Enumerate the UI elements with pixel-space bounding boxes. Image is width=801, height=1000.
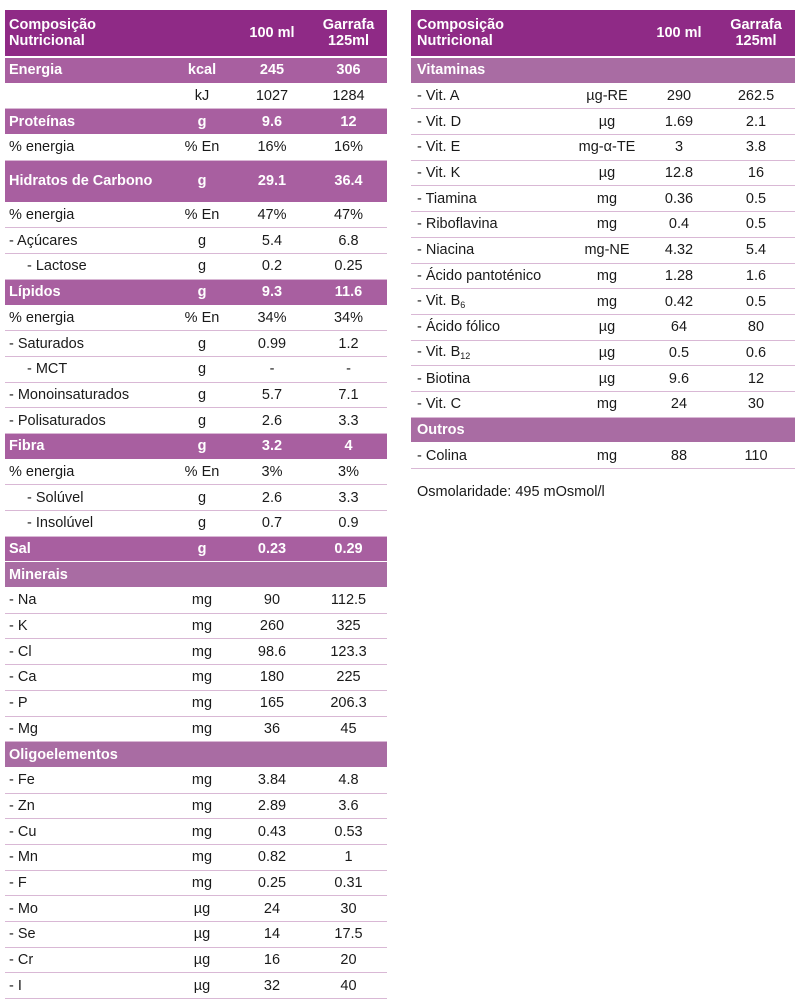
table-row [5,511,387,537]
value-bottle: 110 [744,447,768,464]
nutrient-name: % energia [9,207,75,224]
unit-cell: % En [184,139,220,156]
table-row [5,691,387,717]
value-100ml: 290 [666,88,692,105]
value-100ml: 0.7 [261,515,283,532]
table-row [5,109,387,135]
value-bottle: 11.6 [334,284,363,301]
value-100ml: 0.2 [261,258,283,275]
nutrient-name: - Saturados [9,335,84,352]
value-bottle: 3% [338,463,359,480]
table-row [5,639,387,665]
unit-cell: g [197,113,207,130]
unit-cell: mg [191,772,213,789]
nutrient-name: Minerais [9,566,68,583]
table-row [5,896,387,922]
nutrient-name: - Niacina [417,242,475,259]
value-100ml: 12.8 [664,165,694,182]
table-row [5,485,387,511]
value-bottle: 112.5 [330,592,367,609]
nutrient-name: Sal [9,541,31,558]
value-bottle: 0.25 [334,258,363,275]
unit-cell: g [197,412,207,429]
table-row [5,58,387,84]
unit-cell: mg [191,618,213,635]
value-100ml: - [269,361,275,378]
unit-cell: mg [191,695,213,712]
unit-cell: mg [596,216,618,233]
value-bottle: 206.3 [330,695,367,712]
unit-cell: mg [191,849,213,866]
table-row [5,717,387,743]
nutrient-name: - Vit. $B_{12}$ [417,344,471,362]
value-bottle: 47% [333,207,364,224]
value-bottle: 36.4 [334,173,363,190]
value-100ml: 1.28 [664,267,694,284]
value-100ml: 29.1 [257,173,287,190]
value-100ml: 245 [259,62,285,79]
unit-cell: mg [596,293,618,310]
table-row [411,109,795,135]
nutrient-name: - Vit. C [417,396,462,413]
value-bottle: 45 [340,720,357,737]
table-row [5,161,387,203]
nutrient-name: Hidratos de Carbono [9,173,153,190]
unit-cell: g [197,541,207,558]
value-bottle: 0.31 [334,874,363,891]
unit-cell: kJ [194,88,210,105]
value-100ml: 5.4 [261,232,283,249]
unit-cell: mg-α-TE [578,139,636,156]
nutrient-name: - Ca [9,669,37,686]
value-bottle: 16% [333,139,364,156]
nutrient-name: - Colina [417,447,467,464]
table-row [5,135,387,161]
table-row [5,845,387,871]
unit-cell: µg [598,113,616,130]
value-100ml: 0.99 [257,335,287,352]
nutrient-name: - Mn [9,849,38,866]
value-bottle: 3.3 [338,412,359,429]
unit-cell: mg [191,720,213,737]
nutrient-name: Proteínas [9,113,76,130]
table-row [411,212,795,238]
value-100ml: 2.89 [257,797,287,814]
unit-cell: mg [191,643,213,660]
value-bottle: 0.5 [745,293,767,310]
value-bottle: 30 [747,396,765,413]
value-bottle: 225 [336,669,361,686]
value-100ml: 180 [259,669,285,686]
value-100ml: 3.2 [261,438,283,455]
header-bottle: Garrafa 125ml [730,17,782,49]
unit-cell: µg-RE [586,88,628,105]
value-100ml: 1027 [255,88,289,105]
nutrient-name: Vitaminas [417,62,486,79]
table-row [5,871,387,897]
value-bottle: 2.1 [745,113,767,130]
value-bottle: 7.1 [338,386,359,403]
nutrient-name: Outros [417,421,465,438]
value-100ml: 47% [257,207,287,224]
value-100ml: 24 [670,396,688,413]
table-row [5,383,387,409]
table-row [5,922,387,948]
table-row [5,948,387,974]
table-row [5,819,387,845]
table-row [411,84,795,110]
unit-cell: g [197,386,207,403]
value-100ml: 0.42 [664,293,694,310]
unit-cell: mg [596,190,618,207]
table-row [411,161,795,187]
unit-cell: g [197,284,207,301]
table-row [5,84,387,110]
value-bottle: 262.5 [737,88,775,105]
unit-cell: g [197,515,207,532]
value-bottle: 0.5 [745,190,767,207]
value-bottle: 0.5 [745,216,767,233]
unit-cell: mg [191,874,213,891]
value-100ml: 0.25 [257,874,287,891]
table-row [5,228,387,254]
unit-cell: µg [598,319,616,336]
value-bottle: 16 [747,165,765,182]
table-row [5,768,387,794]
value-bottle: 12 [747,370,765,387]
value-bottle: 0.6 [745,344,767,361]
value-100ml: 32 [263,977,281,994]
table-body [411,58,795,469]
value-bottle: 1.2 [338,335,359,352]
header-100ml: 100 ml [656,25,702,41]
subscript: 12 [460,351,471,362]
nutrient-name: - Ácido pantoténico [417,267,542,284]
nutrition-table-left [5,10,387,999]
value-bottle: 1 [344,849,353,866]
header-bottle: Garrafa 125ml [322,17,375,49]
value-bottle: 0.9 [338,515,359,532]
header-100ml: 100 ml [249,25,295,41]
nutrient-name: - Insolúvel [27,515,94,532]
unit-cell: mg [191,592,213,609]
nutrient-name: - Biotina [417,370,471,387]
section-header-row [5,562,387,588]
unit-cell: µg [598,370,616,387]
table-row [5,254,387,280]
nutrient-name: - Vit. K [417,165,461,182]
value-100ml: 1.69 [664,113,694,130]
nutrient-name: Energia [9,62,63,79]
nutrient-name: - Tiamina [417,190,477,207]
header-title: Composição Nutricional [417,17,505,49]
table-row [5,537,387,563]
value-100ml: 260 [259,618,285,635]
value-100ml: 9.6 [668,370,690,387]
value-100ml: 0.36 [664,190,694,207]
unit-cell: g [197,361,207,378]
unit-cell: g [197,489,207,506]
nutrient-name: Lípidos [9,284,61,301]
unit-cell: µg [193,977,211,994]
unit-cell: mg-NE [584,242,630,259]
nutrient-name: - Vit. D [417,113,462,130]
value-bottle: 5.4 [745,242,767,259]
nutrient-name: - Monoinsaturados [9,386,130,403]
table-row [5,408,387,434]
value-bottle: 30 [340,900,357,917]
nutrient-name: - Na [9,592,37,609]
nutrient-name: % energia [9,309,75,326]
section-header-row [411,418,795,444]
value-100ml: 98.6 [257,643,287,660]
table-row [5,434,387,460]
table-row [411,366,795,392]
value-bottle: 1284 [332,88,365,105]
nutrient-name: - F [9,874,27,891]
unit-cell: % En [184,463,220,480]
subscript: 6 [460,300,466,311]
header-title: Composição Nutricional [9,17,97,49]
value-100ml: 2.6 [261,489,283,506]
unit-cell: mg [596,396,618,413]
unit-cell: % En [184,207,220,224]
nutrient-name: - Cr [9,952,34,969]
value-bottle: 0.53 [334,823,363,840]
nutrient-name: - I [9,977,22,994]
value-100ml: 88 [670,447,688,464]
value-bottle: 12 [340,113,357,130]
value-bottle: 80 [747,319,765,336]
value-bottle: 1.6 [745,267,767,284]
nutrient-name: - Se [9,926,36,943]
unit-cell: µg [598,165,616,182]
table-body [5,58,387,999]
nutrient-name: - Vit. $B_6$ [417,293,466,311]
nutrient-name: - Açúcares [9,232,78,249]
value-bottle: 20 [340,952,357,969]
value-100ml: 165 [259,695,285,712]
value-bottle: 3.6 [338,797,359,814]
value-100ml: 5.7 [261,386,283,403]
value-100ml: 2.6 [261,412,283,429]
value-100ml: 3% [261,463,283,480]
unit-cell: mg [596,267,618,284]
value-100ml: 16 [263,952,281,969]
table-row [5,614,387,640]
value-100ml: 0.82 [257,849,287,866]
unit-cell: µg [193,900,211,917]
value-bottle: 0.29 [334,541,363,558]
nutrient-name: - Vit. E [417,139,461,156]
value-100ml: 9.3 [261,284,283,301]
value-bottle: 325 [336,618,361,635]
value-bottle: 6.8 [338,232,359,249]
table-row [5,973,387,999]
table-row [411,289,795,315]
unit-cell: mg [191,669,213,686]
value-100ml: 3.84 [257,772,287,789]
nutrient-name: - MCT [27,361,68,378]
value-bottle: 3.3 [338,489,359,506]
unit-cell: g [197,438,207,455]
value-100ml: 90 [263,592,281,609]
table-row [411,238,795,264]
value-100ml: 34% [257,309,287,326]
value-bottle: 17.5 [334,926,363,943]
value-bottle: 3.8 [745,139,767,156]
value-100ml: 64 [670,319,688,336]
value-bottle: 123.3 [330,643,367,660]
table-header [411,10,795,58]
nutrient-name: - Cu [9,823,37,840]
table-row [5,280,387,306]
nutrient-name: % energia [9,139,75,156]
nutrient-name: - Polisaturados [9,412,106,429]
table-row [5,306,387,332]
unit-cell: µg [193,952,211,969]
value-100ml: 16% [257,139,287,156]
nutrient-name: - Solúvel [27,489,84,506]
section-header-row [411,58,795,84]
value-bottle: 4.8 [338,772,359,789]
unit-cell: mg [191,797,213,814]
value-100ml: 36 [263,720,281,737]
table-row [411,341,795,367]
value-bottle: 40 [340,977,357,994]
unit-cell: mg [191,823,213,840]
table-row [5,794,387,820]
table-row [411,186,795,212]
section-header-row [5,742,387,768]
unit-cell: g [197,173,207,190]
nutrient-name: - Vit. A [417,88,460,105]
value-100ml: 0.43 [257,823,287,840]
value-100ml: 0.4 [668,216,690,233]
table-row [411,135,795,161]
nutrient-name: - Lactose [27,258,87,275]
table-row [411,315,795,341]
unit-cell: g [197,335,207,352]
unit-cell: µg [598,344,616,361]
nutrient-name: - Fe [9,772,35,789]
table-row [411,264,795,290]
unit-cell: g [197,232,207,249]
table-row [5,203,387,229]
nutrient-name: - Zn [9,797,35,814]
unit-cell: g [197,258,207,275]
nutrient-name: - Riboflavina [417,216,498,233]
osmolarity-note: Osmolaridade: 495 mOsmol/l [417,484,605,500]
value-100ml: 0.23 [257,541,287,558]
table-header [5,10,387,58]
unit-cell: mg [596,447,618,464]
value-100ml: 4.32 [664,242,694,259]
unit-cell: µg [193,926,211,943]
value-100ml: 14 [263,926,281,943]
value-bottle: - [346,361,351,378]
value-100ml: 0.5 [668,344,690,361]
value-100ml: 3 [674,139,684,156]
table-row [5,588,387,614]
value-bottle: 4 [344,438,353,455]
table-row [5,665,387,691]
nutrient-name: - Mg [9,720,38,737]
table-row [5,460,387,486]
nutrient-name: % energia [9,463,75,480]
value-bottle: 306 [336,62,361,79]
nutrition-table-right [411,10,795,469]
table-row [5,357,387,383]
table-row [411,392,795,418]
nutrient-name: - Mo [9,900,38,917]
table-row [5,331,387,357]
value-bottle: 34% [333,309,364,326]
nutrient-name: Fibra [9,438,45,455]
nutrient-name: - P [9,695,28,712]
table-row [411,443,795,469]
unit-cell: % En [184,309,220,326]
nutrient-name: - K [9,618,28,635]
nutrient-name: Oligoelementos [9,746,118,763]
value-100ml: 24 [263,900,281,917]
nutrient-name: - Cl [9,643,32,660]
unit-cell: kcal [187,62,217,79]
value-100ml: 9.6 [261,113,283,130]
nutrient-name: - Ácido fólico [417,319,501,336]
